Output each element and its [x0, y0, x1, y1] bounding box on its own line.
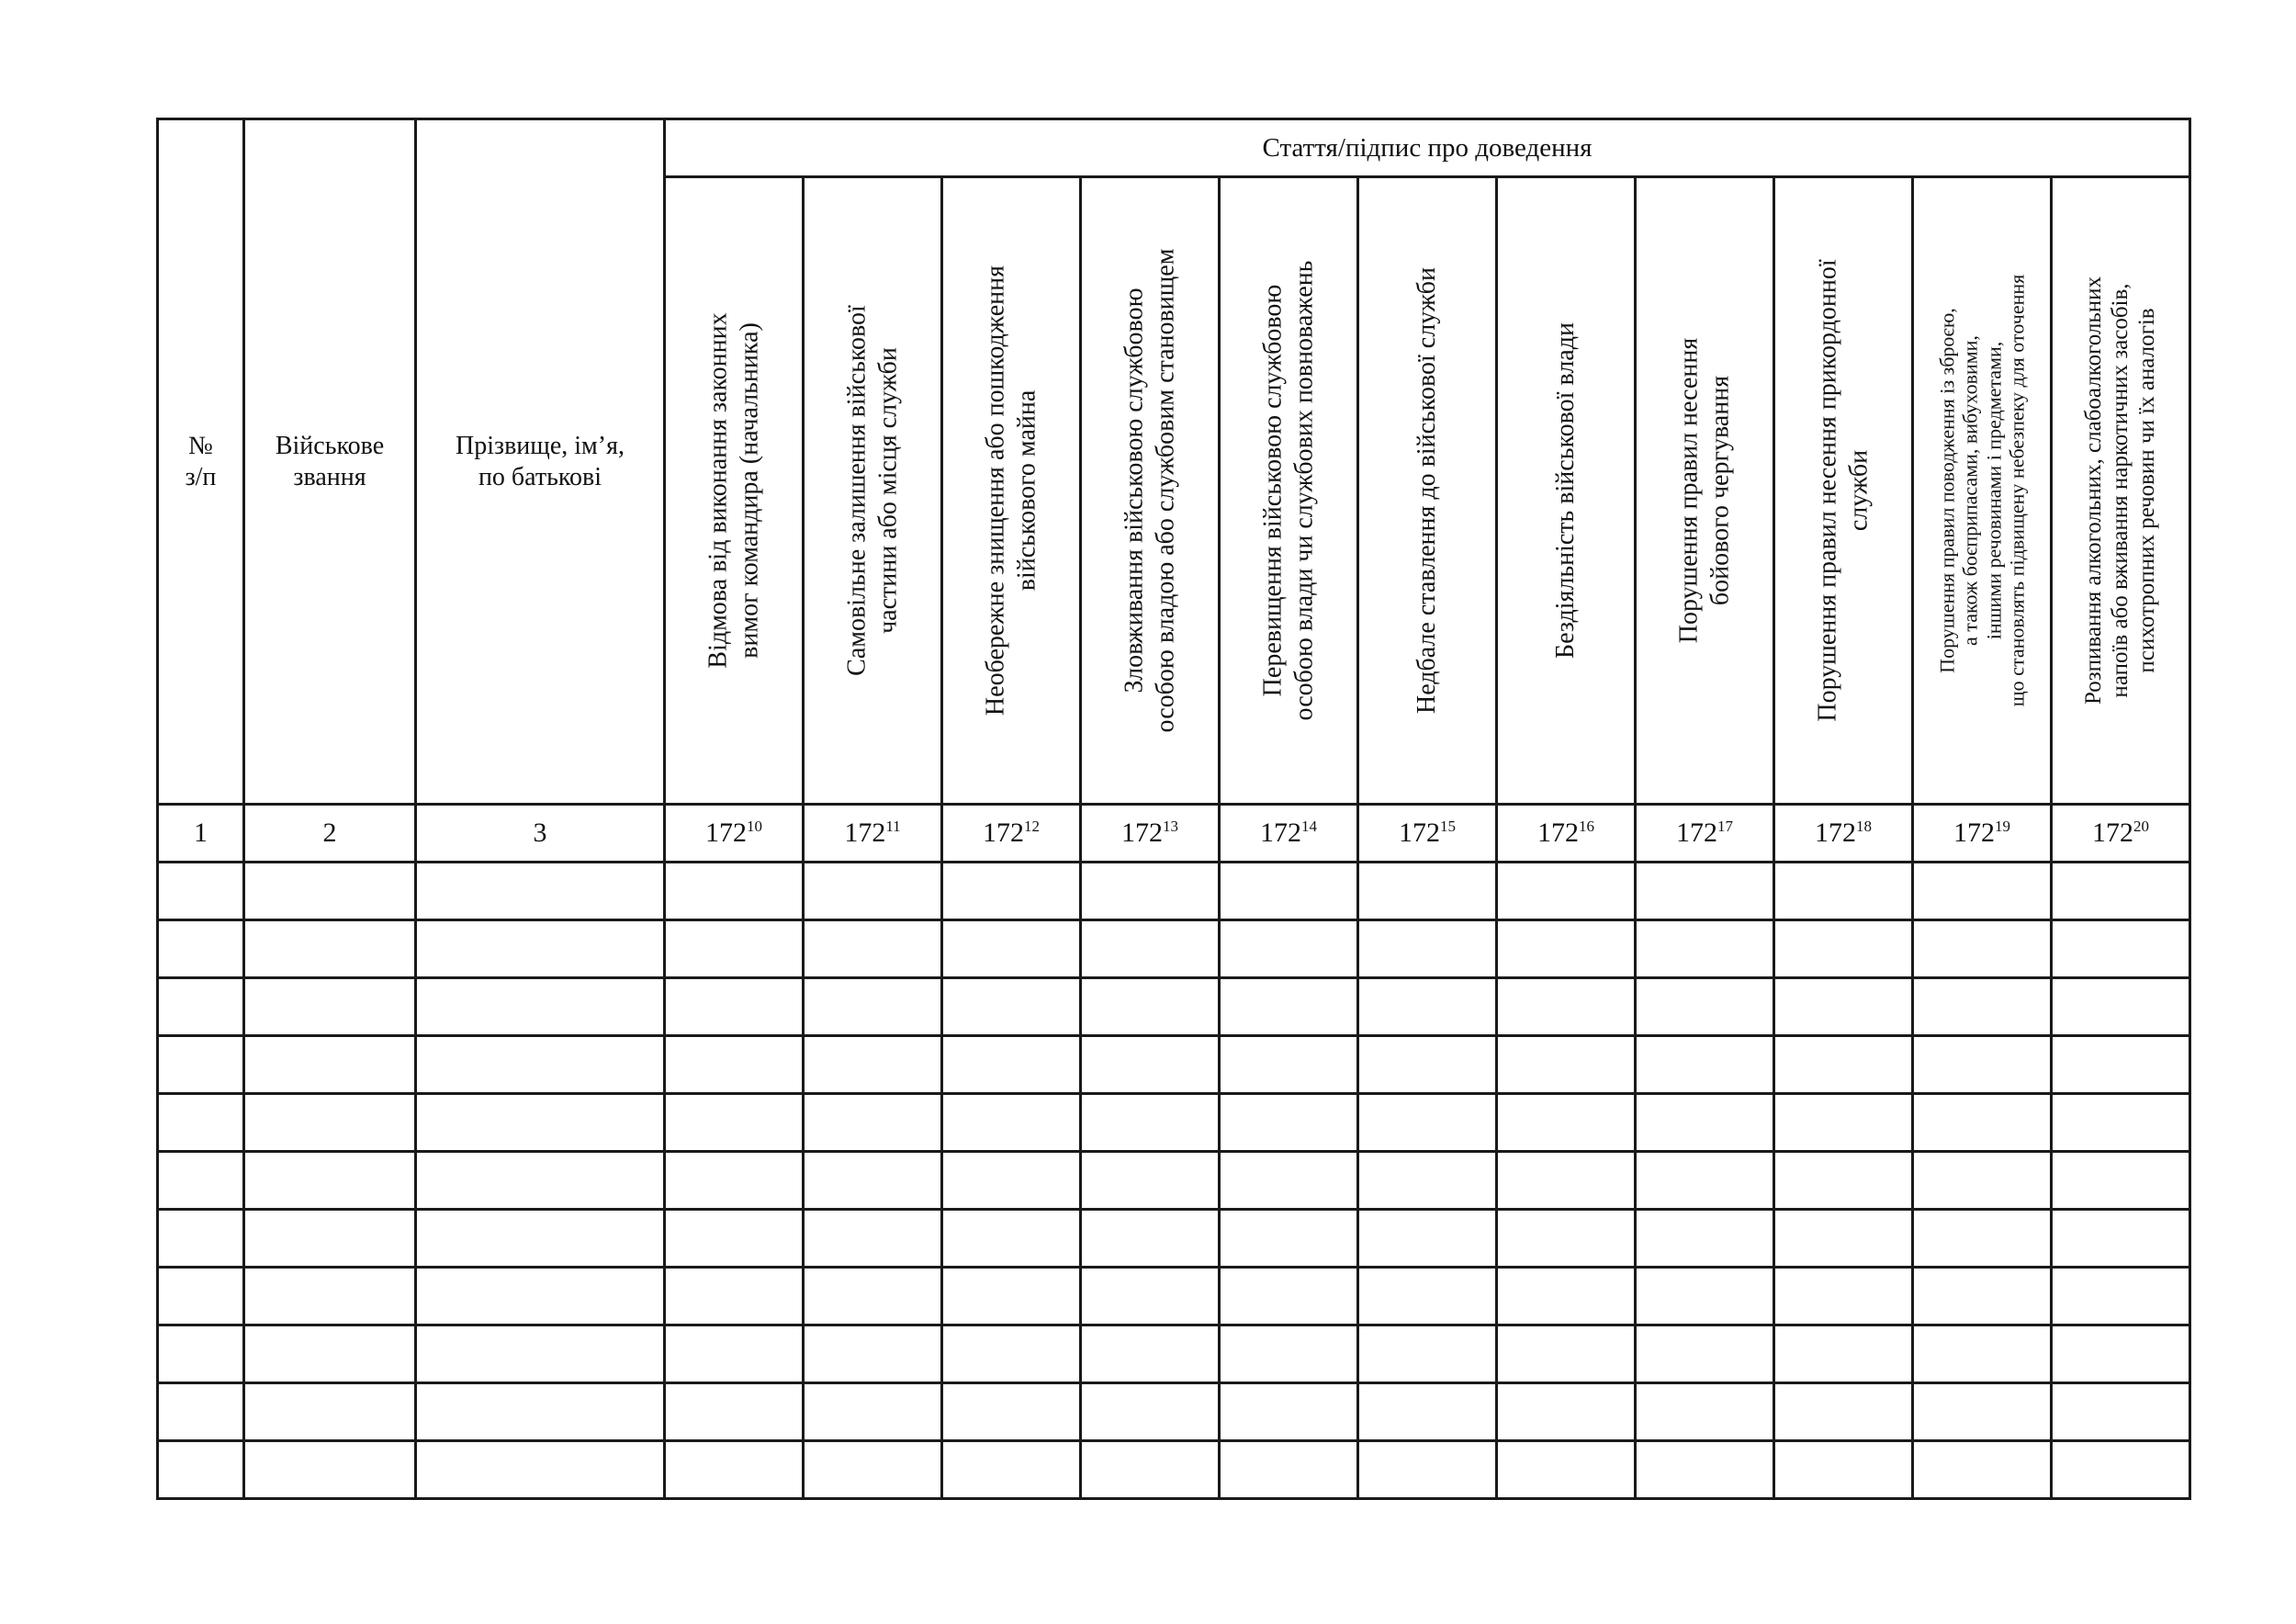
- article-number: 172: [2092, 818, 2133, 848]
- blank-cell[interactable]: [665, 863, 804, 920]
- blank-cell[interactable]: [1081, 1383, 1220, 1441]
- article-header-172-17: [1636, 177, 1774, 805]
- blank-cell[interactable]: [665, 1094, 804, 1152]
- col-number-label: № з/п: [185, 431, 217, 491]
- blank-cell[interactable]: [942, 863, 1081, 920]
- blank-table-row: [158, 1383, 2190, 1441]
- col-name-label: Прізвище, ім’я, по батькові: [456, 431, 625, 491]
- article-title: Порушення правил несення прикордонної служби: [1813, 259, 1873, 722]
- article-number-cell: [1220, 805, 1358, 863]
- blank-cell[interactable]: [1358, 1152, 1497, 1210]
- blank-table-row: [158, 863, 2190, 920]
- blank-cell[interactable]: [1081, 863, 1220, 920]
- article-number: 172: [983, 818, 1024, 848]
- blank-cell[interactable]: [1358, 1210, 1497, 1268]
- article-number-cell: [1636, 805, 1774, 863]
- blank-cell[interactable]: [1358, 863, 1497, 920]
- blank-cell[interactable]: [1913, 863, 2052, 920]
- blank-cell[interactable]: [2052, 1094, 2190, 1152]
- blank-cell[interactable]: [416, 1441, 665, 1499]
- blank-table-row: [158, 1152, 2190, 1210]
- blank-cell[interactable]: [942, 1210, 1081, 1268]
- article-title: Перевищення військовою службовою особою влади чи службових повноважень: [1258, 260, 1318, 721]
- article-number-cell: [2052, 805, 2190, 863]
- blank-cell[interactable]: [1220, 1325, 1358, 1383]
- blank-cell[interactable]: [1636, 863, 1774, 920]
- blank-cell[interactable]: [244, 1036, 416, 1094]
- blank-cell[interactable]: [1774, 1152, 1913, 1210]
- blank-cell[interactable]: [1774, 1210, 1913, 1268]
- article-header-172-20: [2052, 177, 2190, 805]
- blank-cell[interactable]: [1497, 1152, 1636, 1210]
- blank-cell[interactable]: [244, 1152, 416, 1210]
- blank-cell[interactable]: [2052, 978, 2190, 1036]
- article-title: Зловживання військовою службовою особою владою або службовим становищем: [1120, 248, 1179, 733]
- blank-cell[interactable]: [1220, 1152, 1358, 1210]
- article-header-172-19: [1913, 177, 2052, 805]
- article-title: Недбале ставлення до військової служби: [1412, 266, 1442, 715]
- blank-cell[interactable]: [1358, 978, 1497, 1036]
- blank-cell[interactable]: [1774, 1383, 1913, 1441]
- column-number-cell: 3: [416, 805, 665, 863]
- article-number: 172: [1121, 818, 1163, 848]
- blank-cell[interactable]: [158, 1325, 244, 1383]
- blank-cell[interactable]: [1913, 1441, 2052, 1499]
- blank-cell[interactable]: [1636, 920, 1774, 978]
- blank-cell[interactable]: [1497, 1036, 1636, 1094]
- blank-cell[interactable]: [1774, 920, 1913, 978]
- article-header-172-16: [1497, 177, 1636, 805]
- article-number-sup: 12: [1024, 818, 1040, 835]
- blank-cell[interactable]: [804, 1383, 942, 1441]
- blank-cell[interactable]: [1081, 1268, 1220, 1325]
- blank-cell[interactable]: [244, 1210, 416, 1268]
- blank-cell[interactable]: [158, 1036, 244, 1094]
- blank-cell[interactable]: [1497, 1268, 1636, 1325]
- article-header-172-11: [804, 177, 942, 805]
- blank-cell[interactable]: [942, 1441, 1081, 1499]
- blank-cell[interactable]: [416, 978, 665, 1036]
- blank-cell[interactable]: [1497, 1210, 1636, 1268]
- blank-cell[interactable]: [1220, 863, 1358, 920]
- col-name-header: [416, 119, 665, 805]
- article-number: 172: [1676, 818, 1717, 848]
- article-number-sup: 13: [1163, 818, 1178, 835]
- blank-table-row: [158, 1268, 2190, 1325]
- blank-cell[interactable]: [804, 1210, 942, 1268]
- blank-cell[interactable]: [158, 863, 244, 920]
- article-number: 172: [1815, 818, 1856, 848]
- blank-cell[interactable]: [158, 1383, 244, 1441]
- blank-cell[interactable]: [1081, 1441, 1220, 1499]
- blank-cell[interactable]: [244, 863, 416, 920]
- blank-cell[interactable]: [2052, 1383, 2190, 1441]
- blank-cell[interactable]: [1636, 1383, 1774, 1441]
- blank-cell[interactable]: [665, 1036, 804, 1094]
- blank-cell[interactable]: [942, 920, 1081, 978]
- article-number: 172: [1537, 818, 1579, 848]
- blank-cell[interactable]: [244, 1268, 416, 1325]
- blank-cell[interactable]: [665, 1325, 804, 1383]
- blank-cell[interactable]: [158, 1210, 244, 1268]
- blank-cell[interactable]: [416, 1383, 665, 1441]
- blank-cell[interactable]: [1358, 920, 1497, 978]
- blank-cell[interactable]: [416, 1036, 665, 1094]
- blank-cell[interactable]: [1497, 1441, 1636, 1499]
- blank-cell[interactable]: [1774, 1268, 1913, 1325]
- blank-cell[interactable]: [1081, 1094, 1220, 1152]
- blank-cell[interactable]: [1220, 1383, 1358, 1441]
- article-number-sup: 16: [1579, 818, 1594, 835]
- blank-cell[interactable]: [804, 1152, 942, 1210]
- col-rank-header: [244, 119, 416, 805]
- blank-cell[interactable]: [1081, 978, 1220, 1036]
- blank-cell[interactable]: [1497, 920, 1636, 978]
- blank-cell[interactable]: [416, 1268, 665, 1325]
- article-number: 172: [705, 818, 747, 848]
- blank-cell[interactable]: [1774, 1441, 1913, 1499]
- article-number: 172: [1260, 818, 1301, 848]
- blank-cell[interactable]: [1913, 1210, 2052, 1268]
- blank-cell[interactable]: [1636, 1441, 1774, 1499]
- blank-cell[interactable]: [1358, 1036, 1497, 1094]
- blank-cell[interactable]: [1913, 1094, 2052, 1152]
- blank-cell[interactable]: [1774, 1325, 1913, 1383]
- blank-cell[interactable]: [2052, 920, 2190, 978]
- column-number-row: [158, 805, 2190, 863]
- blank-cell[interactable]: [804, 978, 942, 1036]
- blank-cell[interactable]: [158, 920, 244, 978]
- article-number-cell: [1358, 805, 1497, 863]
- blank-table-row: [158, 1036, 2190, 1094]
- blank-table-row: [158, 1210, 2190, 1268]
- blank-cell[interactable]: [804, 1268, 942, 1325]
- blank-cell[interactable]: [942, 1268, 1081, 1325]
- blank-cell[interactable]: [158, 978, 244, 1036]
- blank-cell[interactable]: [2052, 1441, 2190, 1499]
- blank-cell[interactable]: [1913, 1268, 2052, 1325]
- article-number-sup: 20: [2133, 818, 2149, 835]
- blank-cell[interactable]: [1913, 1325, 2052, 1383]
- blank-cell[interactable]: [416, 920, 665, 978]
- blank-cell[interactable]: [1081, 1325, 1220, 1383]
- article-number-sup: 17: [1717, 818, 1733, 835]
- blank-cell[interactable]: [2052, 1268, 2190, 1325]
- blank-cell[interactable]: [2052, 1152, 2190, 1210]
- blank-cell[interactable]: [1636, 1325, 1774, 1383]
- blank-cell[interactable]: [1220, 1268, 1358, 1325]
- article-title: Порушення правил несення бойового чергування: [1674, 337, 1734, 644]
- blank-cell[interactable]: [244, 1383, 416, 1441]
- blank-cell[interactable]: [1358, 1325, 1497, 1383]
- blank-cell[interactable]: [1220, 1210, 1358, 1268]
- blank-cell[interactable]: [244, 1441, 416, 1499]
- col-rank-label: Військове звання: [275, 431, 385, 491]
- blank-cell[interactable]: [1497, 978, 1636, 1036]
- blank-cell[interactable]: [1220, 978, 1358, 1036]
- blank-cell[interactable]: [416, 1210, 665, 1268]
- article-header-172-12: [942, 177, 1081, 805]
- blank-cell[interactable]: [2052, 1210, 2190, 1268]
- blank-cell[interactable]: [1220, 1441, 1358, 1499]
- blank-cell[interactable]: [1636, 1268, 1774, 1325]
- article-header-172-15: [1358, 177, 1497, 805]
- blank-cell[interactable]: [942, 1094, 1081, 1152]
- article-header-172-14: [1220, 177, 1358, 805]
- blank-cell[interactable]: [665, 1268, 804, 1325]
- column-number-cell: 2: [244, 805, 416, 863]
- blank-cell[interactable]: [1774, 1036, 1913, 1094]
- blank-cell[interactable]: [2052, 863, 2190, 920]
- blank-cell[interactable]: [1497, 1094, 1636, 1152]
- blank-cell[interactable]: [942, 978, 1081, 1036]
- blank-cell[interactable]: [942, 1152, 1081, 1210]
- blank-cell[interactable]: [1358, 1268, 1497, 1325]
- blank-cell[interactable]: [942, 1325, 1081, 1383]
- article-number-cell: [1913, 805, 2052, 863]
- article-title: Необережне знищення або пошкодження військового майна: [981, 265, 1041, 716]
- blank-table-row: [158, 978, 2190, 1036]
- blank-cell[interactable]: [1081, 1152, 1220, 1210]
- blank-cell[interactable]: [804, 1036, 942, 1094]
- article-title: Бездіяльність військової влади: [1551, 322, 1581, 659]
- blank-cell[interactable]: [665, 920, 804, 978]
- blank-cell[interactable]: [1913, 1152, 2052, 1210]
- blank-table-row: [158, 1325, 2190, 1383]
- blank-cell[interactable]: [804, 920, 942, 978]
- blank-cell[interactable]: [1913, 1036, 2052, 1094]
- article-group-header: Стаття/підпис про доведення: [665, 119, 2190, 177]
- blank-cell[interactable]: [2052, 1036, 2190, 1094]
- order-acknowledgement-table: [156, 118, 2191, 1500]
- blank-cell[interactable]: [804, 1094, 942, 1152]
- article-number-cell: [804, 805, 942, 863]
- blank-cell[interactable]: [158, 1094, 244, 1152]
- article-header-172-18: [1774, 177, 1913, 805]
- blank-cell[interactable]: [1913, 920, 2052, 978]
- blank-cell[interactable]: [244, 1094, 416, 1152]
- article-header-172-10: [665, 177, 804, 805]
- blank-cell[interactable]: [942, 1036, 1081, 1094]
- blank-cell[interactable]: [1636, 1094, 1774, 1152]
- blank-cell[interactable]: [1497, 863, 1636, 920]
- blank-cell[interactable]: [158, 1268, 244, 1325]
- article-number-sup: 10: [747, 818, 762, 835]
- blank-cell[interactable]: [942, 1383, 1081, 1441]
- blank-cell[interactable]: [1358, 1441, 1497, 1499]
- blank-cell[interactable]: [665, 1210, 804, 1268]
- blank-cell[interactable]: [244, 978, 416, 1036]
- blank-cell[interactable]: [1358, 1094, 1497, 1152]
- blank-cell[interactable]: [665, 1383, 804, 1441]
- blank-cell[interactable]: [1220, 1094, 1358, 1152]
- blank-cell[interactable]: [158, 1152, 244, 1210]
- col-number-header: [158, 119, 244, 805]
- blank-cell[interactable]: [1774, 1094, 1913, 1152]
- article-number-sup: 15: [1440, 818, 1456, 835]
- article-title: Порушення правил поводження із зброєю, а також боєприпасами, вибуховими, іншими речовинами і предметами, що становлять підвищену небезпеку для оточення: [1935, 274, 2029, 707]
- blank-cell[interactable]: [1497, 1325, 1636, 1383]
- article-title: Розпивання алкогольних, слабоалкогольних напоїв або вживання наркотичних засобів, психотропних речовин чи їх аналогів: [2080, 276, 2159, 705]
- blank-cell[interactable]: [1636, 1210, 1774, 1268]
- header-row-top: [158, 119, 2190, 177]
- blank-cell[interactable]: [2052, 1325, 2190, 1383]
- blank-cell[interactable]: [1497, 1383, 1636, 1441]
- article-number-cell: [665, 805, 804, 863]
- blank-cell[interactable]: [416, 1094, 665, 1152]
- blank-cell[interactable]: [804, 1325, 942, 1383]
- blank-cell[interactable]: [1220, 1036, 1358, 1094]
- blank-cell[interactable]: [1913, 978, 2052, 1036]
- blank-table-row: [158, 1094, 2190, 1152]
- blank-cell[interactable]: [1774, 978, 1913, 1036]
- blank-cell[interactable]: [1636, 1036, 1774, 1094]
- blank-cell[interactable]: [665, 1441, 804, 1499]
- article-number-sup: 11: [885, 818, 901, 835]
- blank-cell[interactable]: [244, 920, 416, 978]
- blank-cell[interactable]: [1913, 1383, 2052, 1441]
- article-number: 172: [844, 818, 886, 848]
- blank-cell[interactable]: [244, 1325, 416, 1383]
- blank-cell[interactable]: [1220, 920, 1358, 978]
- column-number-cell: 1: [158, 805, 244, 863]
- blank-table-row: [158, 1441, 2190, 1499]
- article-header-172-13: [1081, 177, 1220, 805]
- blank-cell[interactable]: [416, 863, 665, 920]
- article-number-sup: 14: [1301, 818, 1317, 835]
- blank-cell[interactable]: [1081, 1036, 1220, 1094]
- article-number: 172: [1399, 818, 1440, 848]
- blank-table-row: [158, 920, 2190, 978]
- article-number-sup: 18: [1856, 818, 1872, 835]
- blank-cell[interactable]: [416, 1325, 665, 1383]
- blank-cell[interactable]: [416, 1152, 665, 1210]
- blank-cell[interactable]: [804, 1441, 942, 1499]
- article-number-cell: [1081, 805, 1220, 863]
- article-title: Самовільне залишення військової частини або місця служби: [842, 305, 902, 676]
- blank-cell[interactable]: [1081, 1210, 1220, 1268]
- blank-cell[interactable]: [158, 1441, 244, 1499]
- blank-cell[interactable]: [665, 978, 804, 1036]
- blank-cell[interactable]: [804, 863, 942, 920]
- article-number: 172: [1953, 818, 1995, 848]
- blank-cell[interactable]: [665, 1152, 804, 1210]
- blank-cell[interactable]: [1636, 978, 1774, 1036]
- blank-cell[interactable]: [1358, 1383, 1497, 1441]
- blank-cell[interactable]: [1081, 920, 1220, 978]
- article-number-cell: [942, 805, 1081, 863]
- blank-cell[interactable]: [1774, 863, 1913, 920]
- article-number-cell: [1774, 805, 1913, 863]
- blank-cell[interactable]: [1636, 1152, 1774, 1210]
- article-number-cell: [1497, 805, 1636, 863]
- article-title: Відмова від виконання законних вимог командира (начальника): [703, 312, 763, 669]
- article-number-sup: 19: [1995, 818, 2010, 835]
